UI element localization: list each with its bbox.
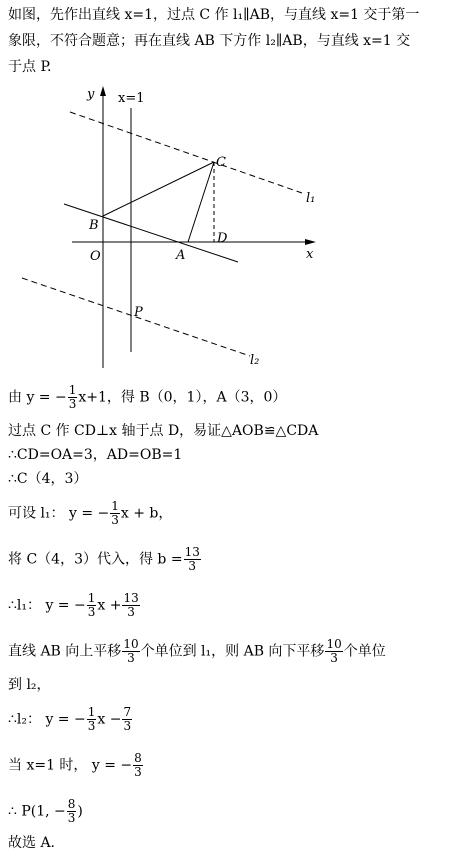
step-9: 到 l₂， [8,677,51,693]
step-4: ∴C（4，3） [8,471,88,487]
step-1: 由 y = − $\frac{1}{3}$ x+1，得 B（0，1），A（3，0） [8,383,287,411]
label-d: D [217,231,228,246]
step-2: 过点 C 作 CD⊥x 轴于点 D，易证△AOB≌△CDA [8,423,319,439]
step-11: 当 x=1 时， y = − $\frac{8}{3}$ [8,751,142,779]
intro-line-2: 象限，不符合题意；再在直线 AB 下方作 l₂∥AB，与直线 x=1 交 [8,33,411,49]
step-12: ∴ P(1, − $\frac{8}{3}$ ) [8,797,83,825]
geometry-figure [0,80,459,380]
label-x: x [306,247,314,262]
step-13: 故选 A. [8,835,56,851]
line-l1 [70,112,302,193]
label-p: P [134,305,143,320]
y-axis-arrow [100,86,106,96]
label-c: C [216,155,226,170]
step-6: 将 C（4，3）代入，得 b = $\frac{13}{3}$ [8,545,200,573]
x-axis-arrow [305,239,316,245]
segment-bc [103,162,214,216]
step-10: ∴l₂： y = − $\frac{1}{3}$ x − $\frac{7}{3}$ [8,705,132,733]
label-a: A [176,248,186,263]
segment-ac [188,162,214,242]
intro-line-1: 如图，先作出直线 x=1，过点 C 作 l₁∥AB，与直线 x=1 交于第一 [8,7,420,23]
label-x1: x=1 [118,91,145,106]
step-8: 直线 AB 向上平移 $\frac{10}{3}$ 个单位到 l₁，则 AB 向下平移 $\frac{10}{3}$ 个单位 [8,637,386,665]
step-5: 可设 l₁： y = − $\frac{1}{3}$ x + b， [8,499,173,527]
label-b: B [89,218,99,233]
label-o: O [90,249,101,264]
label-l2: l₂ [250,353,260,368]
intro-line-3: 于点 P. [8,59,52,75]
label-l1: l₁ [306,191,316,206]
step-3: ∴CD=OA=3，AD=OB=1 [8,447,183,463]
step-7: ∴l₁： y = − $\frac{1}{3}$ x + $\frac{13}{3}$ [8,591,139,619]
label-y: y [87,87,95,102]
